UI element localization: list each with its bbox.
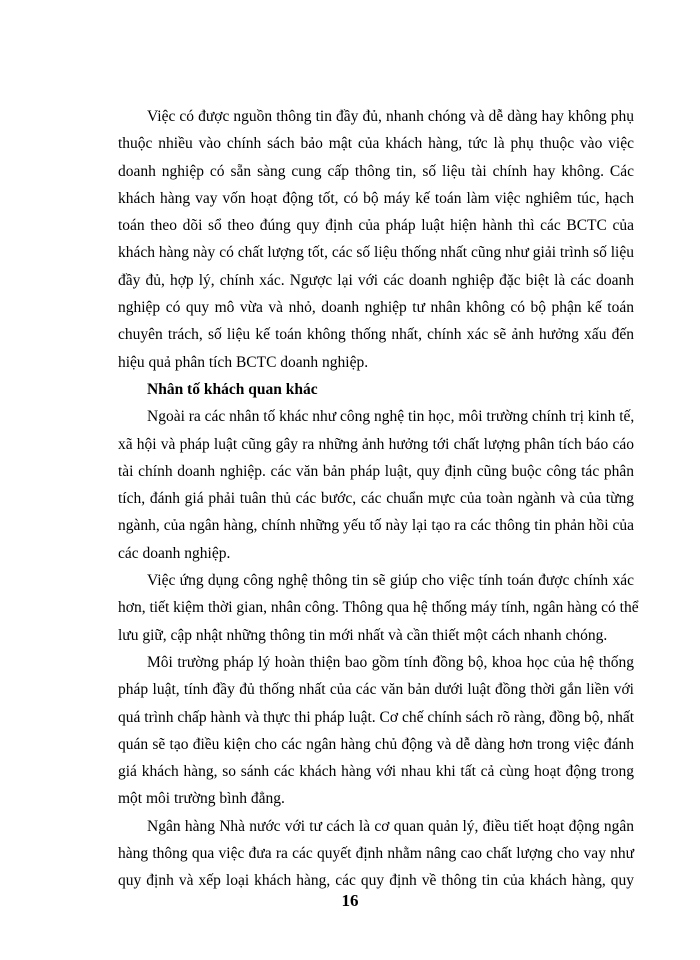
text-line: tài chính doanh nghiệp. các văn bản pháp luật, quy định cũng buộc công tác phân <box>118 462 634 480</box>
page-number: 16 <box>341 891 359 910</box>
text-line: hơn, tiết kiệm thời gian, nhân công. Thông qua hệ thống máy tính, ngân hàng có thể <box>118 599 639 617</box>
text-line: lưu giữ, cập nhật những thông tin mới nhất và cần thiết một cách nhanh chóng. <box>118 626 608 644</box>
text-line: quy định và xếp loại khách hàng, các quy định về thông tin của khách hàng, quy <box>118 872 634 890</box>
text-line: các doanh nghiệp. <box>118 544 231 562</box>
text-line: tích, đánh giá phải tuân thủ các bước, các chuẩn mực của toàn ngành và của từng <box>118 490 634 508</box>
text-line: Ngân hàng Nhà nước với tư cách là cơ quan quản lý, điều tiết hoạt động ngân <box>147 817 634 835</box>
text-line: pháp luật, tính đầy đủ thống nhất của các văn bản dưới luật đồng thời gắn liền với <box>118 681 634 699</box>
text-line: thuộc nhiều vào chính sách bảo mật của khách hàng, tức là phụ thuộc vào việc <box>118 135 634 153</box>
text-line: quá trình chấp hành và thực thi pháp luật. Cơ chế chính sách rõ ràng, đồng bộ, nhất <box>118 708 634 726</box>
text-line: giá khách hàng, so sánh các khách hàng với nhau khi tất cả cùng hoạt động trong <box>118 763 634 781</box>
text-line: quán sẽ tạo điều kiện cho các ngân hàng chủ động và dễ dàng hơn trong việc đánh <box>118 735 634 753</box>
text-line: một môi trường bình đẳng. <box>118 790 285 808</box>
text-line: Việc ứng dụng công nghệ thông tin sẽ giúp cho việc tính toán được chính xác <box>147 572 634 590</box>
body-text <box>118 103 639 895</box>
text-line: xã hội và pháp luật cũng gây ra những ảnh hưởng tới chất lượng phân tích báo cáo <box>118 435 634 453</box>
text-line: doanh nghiệp có sẵn sàng cung cấp thông tin, số liệu tài chính hay không. Các <box>118 162 634 180</box>
text-line: Môi trường pháp lý hoàn thiện bao gồm tính đồng bộ, khoa học của hệ thống <box>147 653 634 671</box>
text-line: chuyên trách, số liệu kế toán không thống nhất, chính xác sẽ ảnh hưởng xấu đến <box>118 326 634 344</box>
text-line: đầy đủ, hợp lý, chính xác. Ngược lại với các doanh nghiệp đặc biệt là các doanh <box>118 271 634 289</box>
text-line: Ngoài ra các nhân tố khác như công nghệ tin học, môi trường chính trị kinh tế, <box>147 408 635 426</box>
text-line: toán theo dõi sổ theo đúng quy định của pháp luật hiện hành thì các BCTC của <box>118 217 634 235</box>
text-line: nghiệp có quy mô vừa và nhỏ, doanh nghiệp tư nhân không có bộ phận kế toán <box>118 299 634 317</box>
text-line: Việc có được nguồn thông tin đầy đủ, nhanh chóng và dễ dàng hay không phụ <box>147 108 634 125</box>
text-line: hiệu quả phân tích BCTC doanh nghiệp. <box>118 353 369 371</box>
section-heading: Nhân tố khách quan khác <box>147 380 318 398</box>
text-line: ngành, của ngân hàng, chính những yếu tố này lại tạo ra các thông tin phản hồi của <box>118 517 634 535</box>
text-line: khách hàng này có chất lượng tốt, các số liệu thống nhất cũng như giải trình số liệu <box>118 244 634 262</box>
text-line: khách hàng vay vốn hoạt động tốt, có bộ máy kế toán làm việc nghiêm túc, hạch <box>118 189 634 207</box>
text-line: hàng thông qua việc đưa ra các quyết định nhằm nâng cao chất lượng cho vay như <box>118 845 634 863</box>
